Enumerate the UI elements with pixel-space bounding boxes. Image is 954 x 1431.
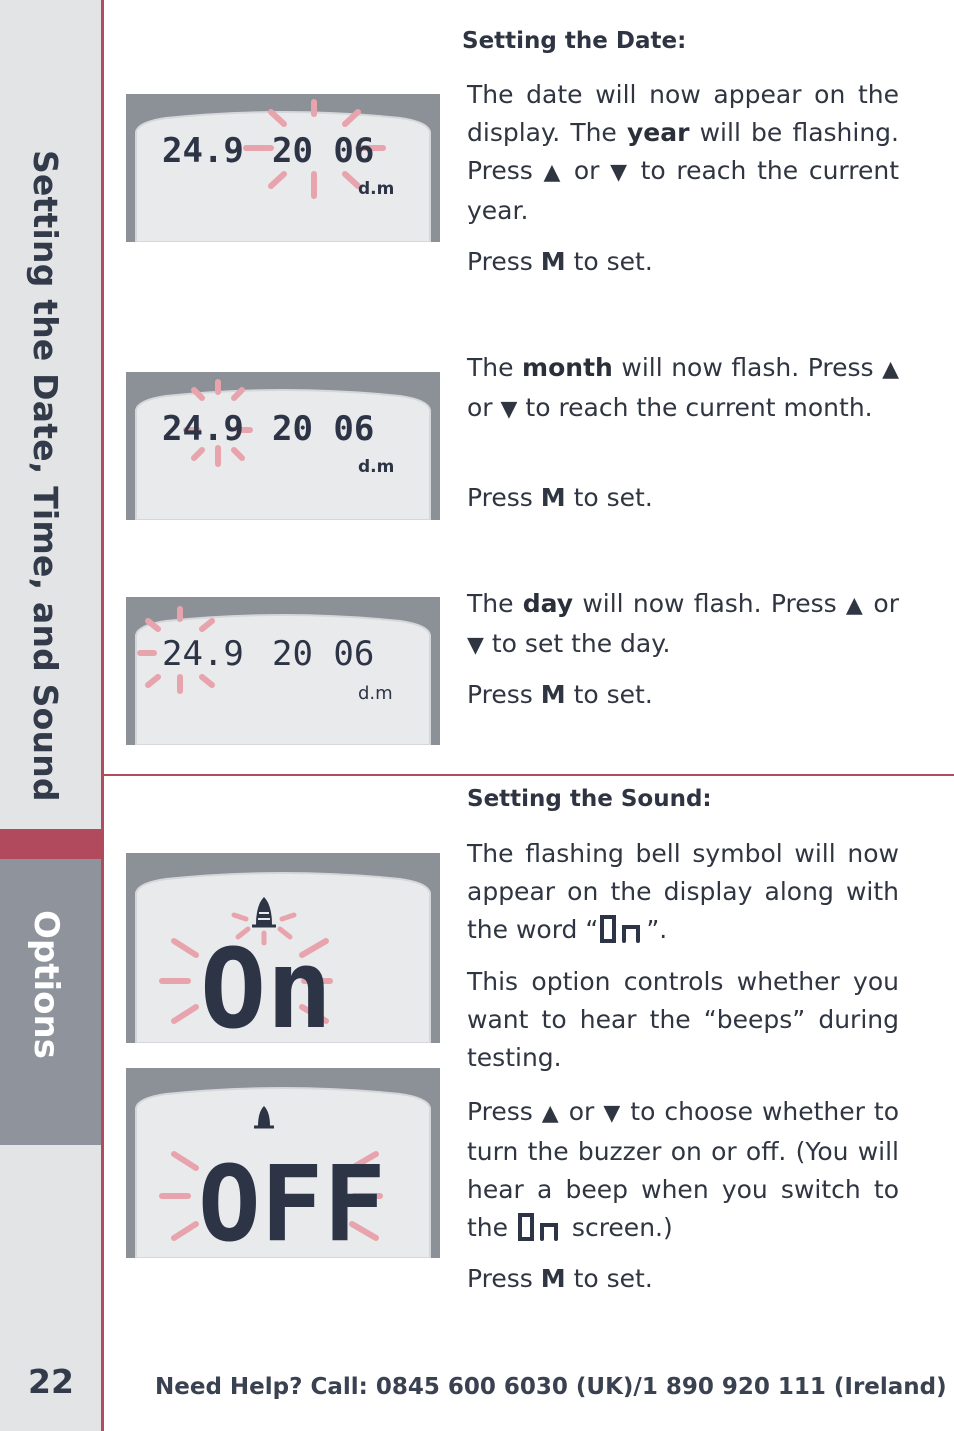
on-display-glyph-icon	[516, 1212, 564, 1242]
year-instructions: The date will now appear on the display. The year will be flashing. Press ▲ or ▼ to reach the current year.	[467, 80, 900, 225]
day-instructions: The day will now flash. Press ▲ or ▼ to set the day.	[467, 589, 899, 658]
page-number: 22	[28, 1362, 74, 1401]
down-arrow-icon: ▼	[610, 160, 630, 185]
bell-instructions: The flashing bell symbol will now appear on the display along with the word “ ”.	[467, 839, 899, 944]
options-label: Options	[26, 910, 66, 1059]
lcd-unit-label: d.m	[358, 457, 395, 477]
up-arrow-icon: ▲	[845, 593, 865, 618]
on-display-glyph-icon	[598, 914, 646, 944]
section-divider	[104, 774, 954, 776]
option-description: This option controls whether you want to hear the “beeps” during testing.	[467, 967, 899, 1072]
up-arrow-icon: ▲	[882, 357, 899, 382]
lcd-year-flashing	[126, 94, 440, 242]
lcd-year-readout: 20 06	[272, 131, 375, 171]
date-heading: Setting the Date:	[462, 28, 687, 54]
down-arrow-icon: ▼	[500, 397, 518, 422]
press-m-sound: Press M to set.	[467, 1264, 653, 1293]
lcd-year-readout: 20 06	[272, 409, 375, 449]
lcd-unit-label: d.m	[358, 179, 395, 199]
month-instructions: The month will now flash. Press ▲ or ▼ to reach the current month.	[467, 353, 899, 422]
up-arrow-icon: ▲	[543, 160, 564, 185]
lcd-day-flashing	[126, 597, 440, 745]
section-title: Setting the Date, Time, and Sound	[26, 150, 65, 802]
down-arrow-icon: ▼	[603, 1101, 622, 1126]
choose-instructions: Press ▲ or ▼ to choose whether to turn the buzzer on or off. (You will hear a beep when you switch to the screen.)	[467, 1097, 900, 1242]
down-arrow-icon: ▼	[467, 633, 484, 658]
help-footer: Need Help? Call: 0845 600 6030 (UK)/1 890 920 111 (Ireland)	[155, 1374, 947, 1400]
lcd-day-month-readout: 24.9	[162, 409, 244, 449]
lcd-year-readout: 20 06	[272, 634, 375, 674]
lcd-unit-label: d.m	[358, 683, 393, 704]
up-arrow-icon: ▲	[541, 1101, 560, 1126]
sidebar-rule	[101, 0, 104, 1431]
sound-heading: Setting the Sound:	[467, 786, 712, 812]
lcd-day-month-readout: 24.9	[162, 131, 244, 171]
press-m-year: Press M to set.	[467, 247, 653, 276]
press-m-month: Press M to set.	[467, 483, 653, 512]
press-m-day: Press M to set.	[467, 680, 653, 709]
lcd-sound-readout: OFF	[198, 1143, 386, 1258]
lcd-day-month-readout: 24.9	[162, 634, 244, 674]
lcd-sound-off	[126, 1068, 440, 1258]
lcd-sound-readout: On	[200, 925, 333, 1043]
lcd-month-flashing	[126, 372, 440, 520]
lcd-sound-on	[126, 853, 440, 1043]
sidebar-accent-bar	[0, 829, 101, 859]
